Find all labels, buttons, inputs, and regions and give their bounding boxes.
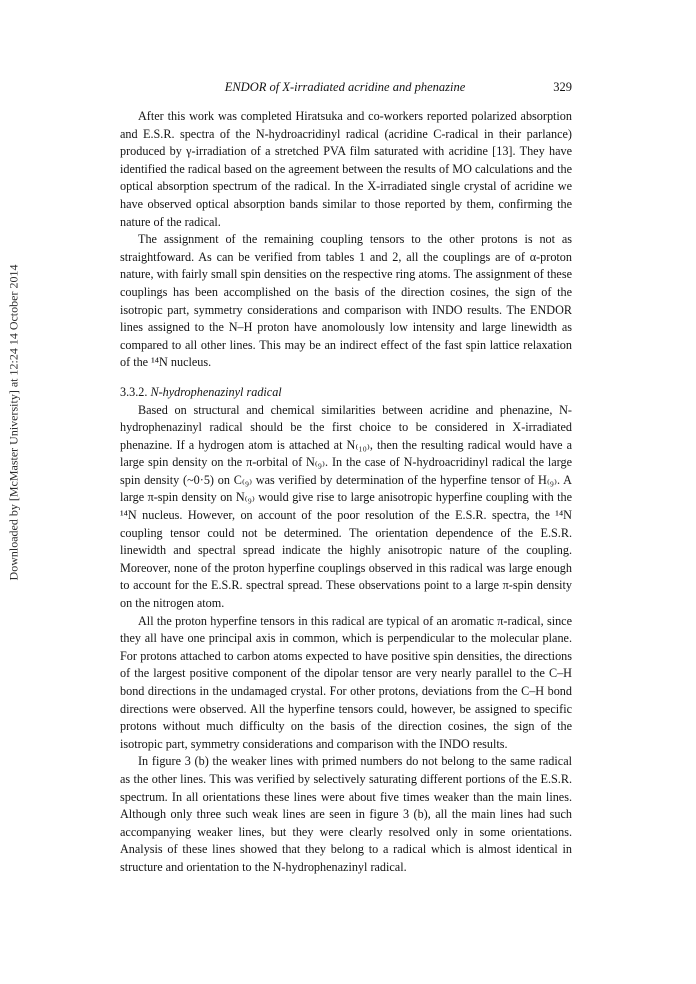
section-number: 3.3.2.	[120, 384, 148, 399]
paragraph-weaker-lines: In figure 3 (b) the weaker lines with primed numbers do not belong to the same radical as the other lines. This was verified by selectively saturating different portions of the E.S.R. spectrum. In all orientations these lines were about five times weaker than the main lines. Although only three such weak lines are seen in figure 3 (b), all the main lines had such accompanying weaker lines, but they were clearly resolved only in some orientations. Analysis of these lines showed that they belong to a radical which is almost identical in structure and orientation to the N-hydrophenazinyl radical.	[120, 754, 572, 874]
running-header	[118, 78, 572, 96]
paragraph-coupling-assignment: The assignment of the remaining coupling tensors to the other protons is not as straightfoward. As can be verified from tables 1 and 2, all the couplings are of α-proton nature, with fairly small spin densities on the respective ring atoms. The assignment of these couplings has been accomplished on the basis of the direction cosines, the sign of the isotropic part, symmetry considerations and comparison with INDO results. The ENDOR lines assigned to the N–H proton have anomolously low intensity and large linewidth as compared to all other lines. This may be an indirect effect of the fast spin lattice relaxation of the ¹⁴N nucleus.	[120, 232, 572, 370]
paragraph-proton-tensors: All the proton hyperfine tensors in this radical are typical of an aromatic π-radical, since they all have one principal axis in common, which is perpendicular to the molecular plane. For protons attached to carbon atoms expected to have positive spin densities, the directions of the largest positive component of the dipolar tensor are very nearly parallel to the C–H bond directions in the undamaged crystal. For other protons, deviations from the C–H bond directions were observed. All the hyperfine tensors could, however, be assigned to specific protons without much difficulty on the basis of the direction cosines, the sign of the isotropic part, symmetry considerations and comparison with the INDO results.	[120, 613, 572, 751]
page-number: 329	[553, 80, 572, 94]
download-watermark	[6, 122, 22, 722]
running-title: ENDOR of X-irradiated acridine and phenazine	[224, 80, 466, 94]
section-title: N-hydrophenazinyl radical	[150, 384, 282, 399]
section-heading	[120, 384, 572, 402]
article-body	[120, 108, 572, 877]
paragraph-structural-similarity: Based on structural and chemical similarities between acridine and phenazine, N-hydrophenazinyl radical should be the first choice to be considered in X-irradiated phenazine. If a hydrogen atom is attached at N₍₁₀₎, then the resulting radical would have a large spin density on the π-orbital of N₍₉₎. In the case of N-hydroacridinyl radical the large spin density (~0·5) on C₍₉₎ was verified by determination of the hyperfine tensor of H₍₉₎. A large π-spin density on N₍₉₎ would give rise to large anisotropic hyperfine coupling with the ¹⁴N nucleus. However, on account of the poor resolution of the E.S.R. spectra, the ¹⁴N coupling tensor could not be determined. The orientation dependence of the E.S.R. linewidth and spectral spread indicate the highly anisotropic nature of the coupling. Moreover, none of the proton hyperfine couplings observed in this radical was large enough to account for the E.S.R. spectral spread. These observations point to a large π-spin density on the nitrogen atom.	[120, 402, 572, 611]
download-watermark-text: Downloaded by [McMaster University] at 12:24 14 October 2014	[6, 264, 21, 580]
paragraph-hiratsuka: After this work was completed Hiratsuka and co-workers reported polarized absorption and E.S.R. spectra of the N-hydroacridinyl radical (acridine C-radical in their parlance) produced by γ-irradiation of a stretched PVA film saturated with acridine [13]. They have identified the radical based on the agreement between the results of MO calculations and the optical absorption spectrum of the radical. In the X-irradiated single crystal of acridine we have observed optical absorption bands similar to those reported by them, confirming the nature of the radical.	[120, 109, 572, 229]
